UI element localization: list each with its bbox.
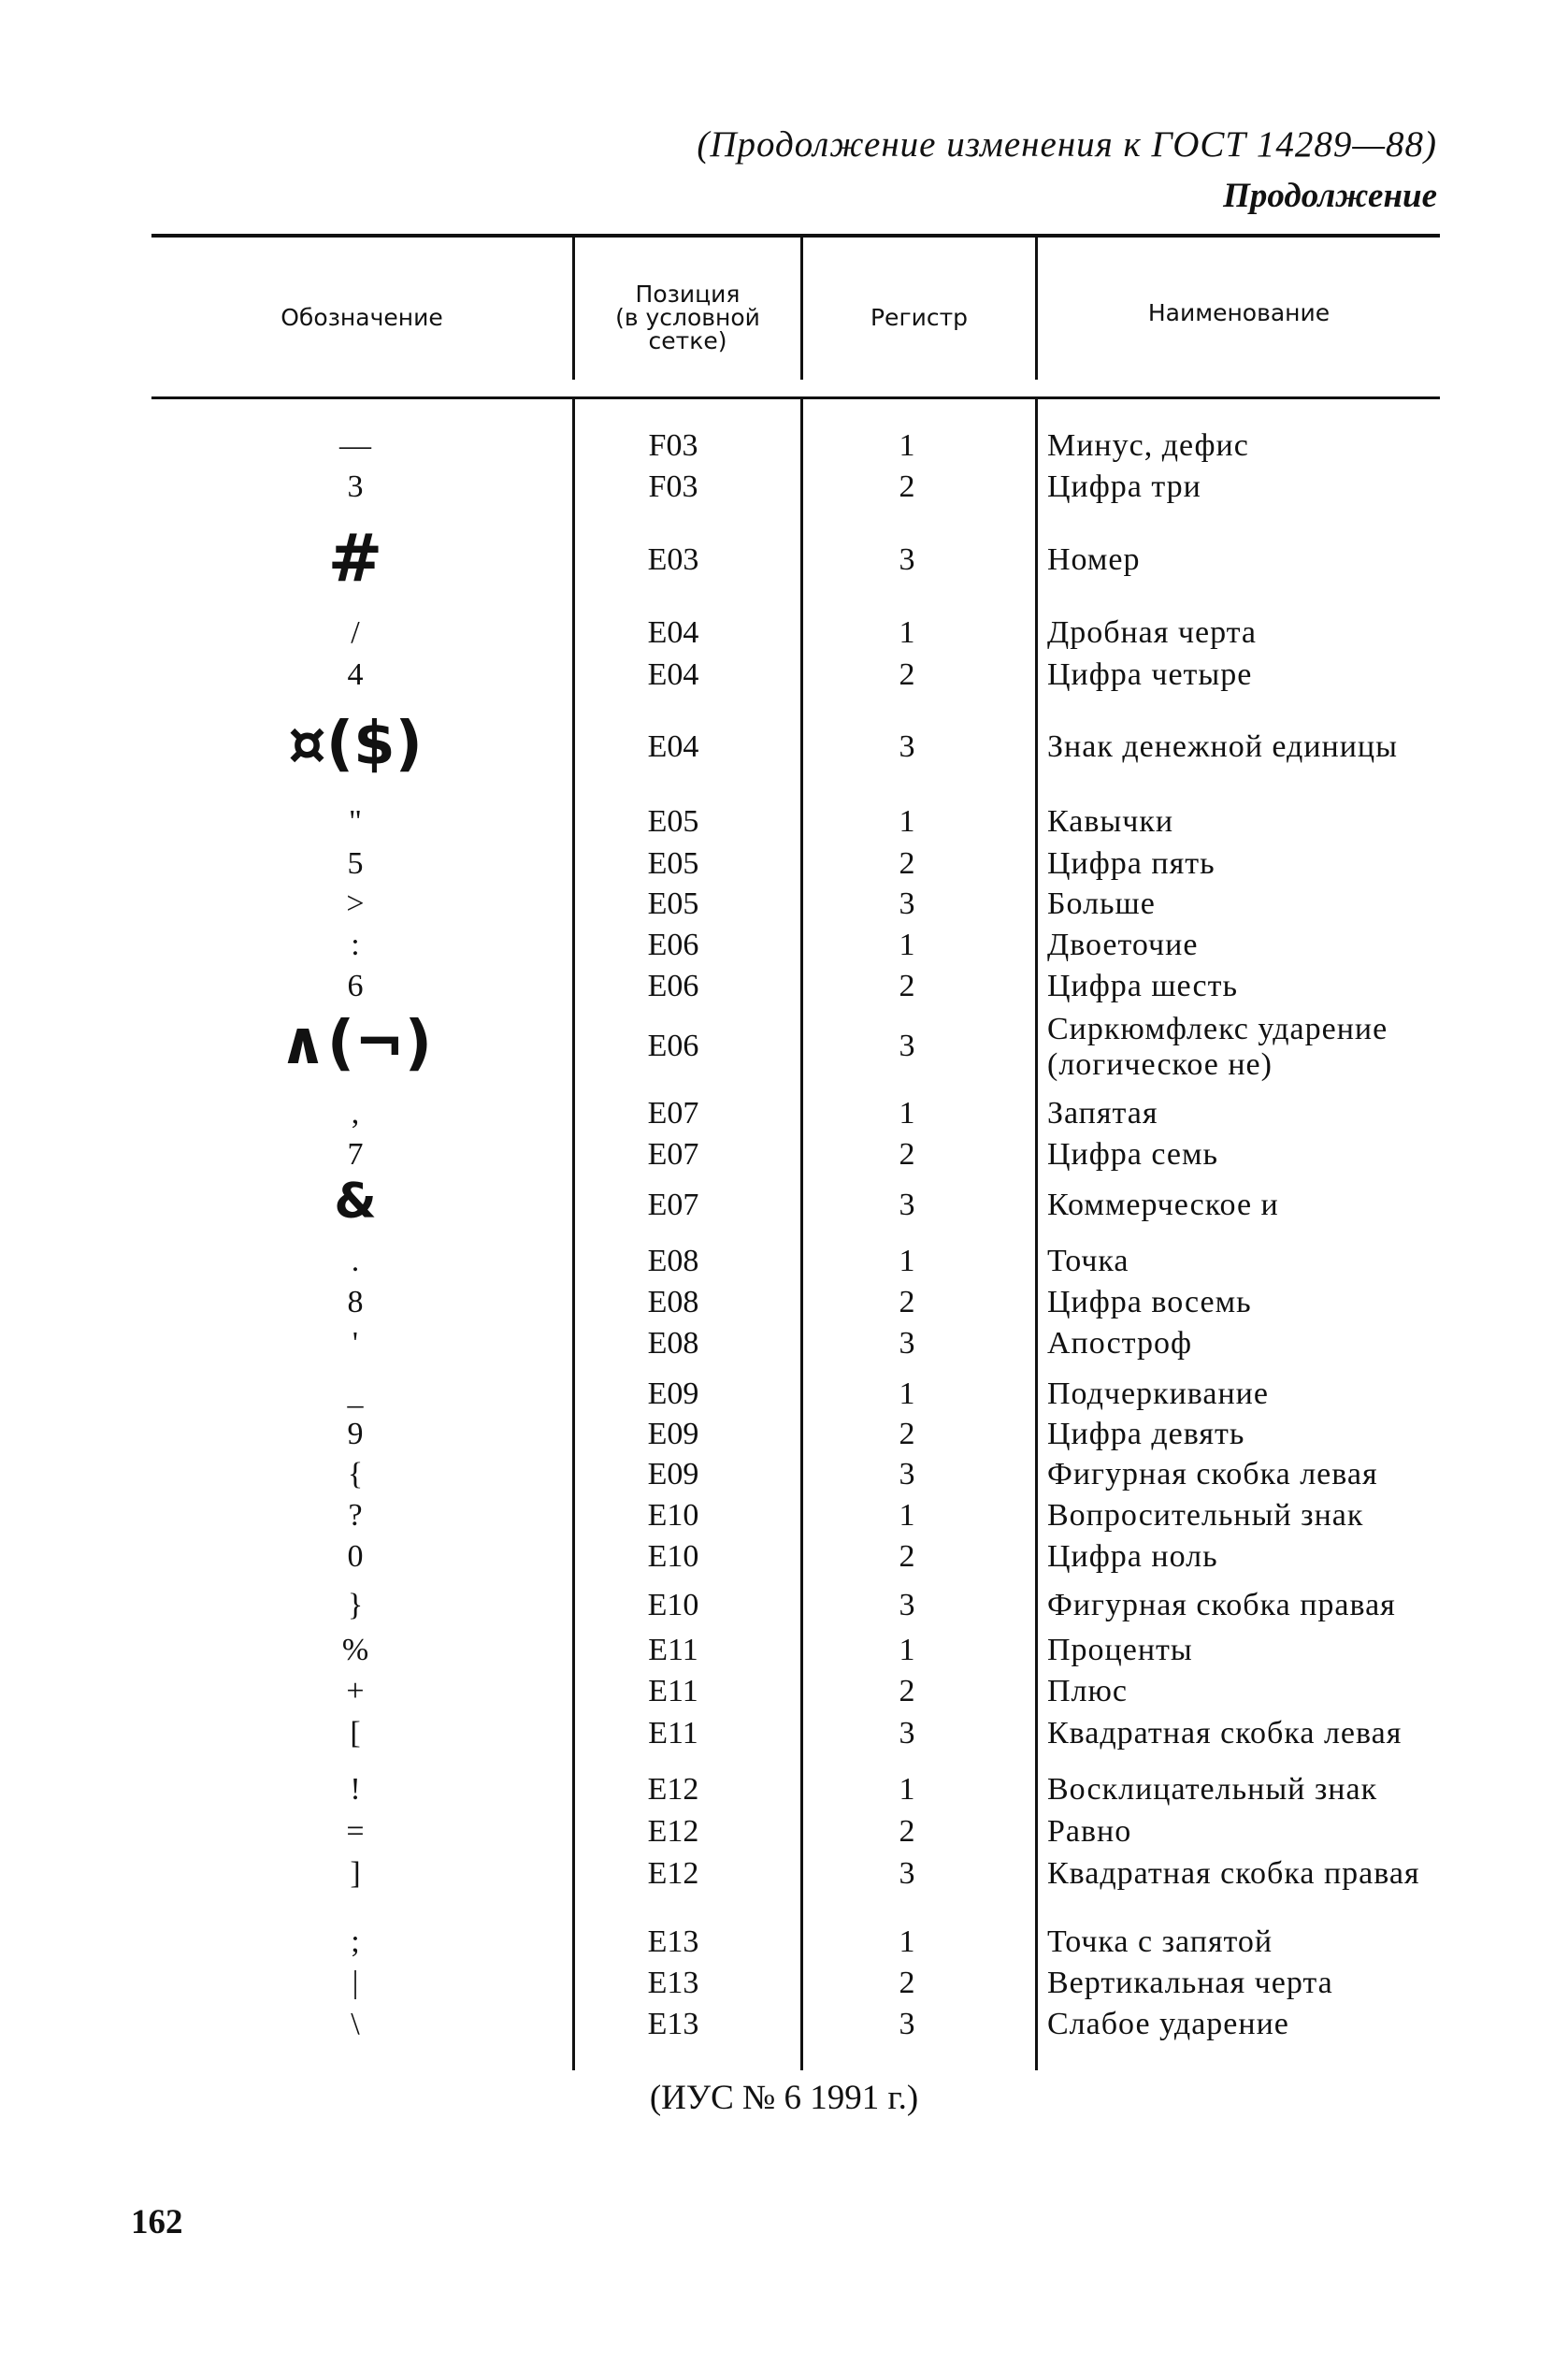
row-symbol: 0 bbox=[347, 1539, 364, 1574]
row-name: Слабое ударение bbox=[1047, 2007, 1289, 2041]
row-register: 3 bbox=[899, 1326, 915, 1361]
row-symbol: 3 bbox=[347, 469, 364, 504]
row-name: Дробная черта bbox=[1047, 615, 1258, 650]
row-position: E03 bbox=[647, 542, 699, 577]
row-position: E06 bbox=[647, 969, 699, 1003]
continuation-header: (Продолжение изменения к ГОСТ 14289—88) bbox=[697, 124, 1437, 165]
row-name: Двоеточие bbox=[1047, 928, 1199, 962]
row-register: 2 bbox=[899, 469, 915, 504]
row-register: 1 bbox=[899, 1096, 915, 1131]
row-position: E07 bbox=[647, 1137, 699, 1172]
row-register: 3 bbox=[899, 1029, 915, 1063]
row-register: 1 bbox=[899, 1498, 915, 1533]
row-name: Сиркюмфлекс ударение (логическое не) bbox=[1047, 1012, 1388, 1082]
row-position: F03 bbox=[648, 428, 698, 463]
row-symbol: 6 bbox=[347, 969, 364, 1003]
row-name: Проценты bbox=[1047, 1633, 1193, 1667]
row-name: Квадратная скобка правая bbox=[1047, 1856, 1420, 1891]
row-register: 3 bbox=[899, 886, 915, 921]
row-name: Знак денежной единицы bbox=[1047, 729, 1398, 764]
row-name: Восклицательный знак bbox=[1047, 1772, 1378, 1807]
row-register: 1 bbox=[899, 1772, 915, 1807]
row-position: E11 bbox=[648, 1716, 698, 1751]
row-symbol: 9 bbox=[347, 1417, 364, 1451]
row-register: 1 bbox=[899, 928, 915, 962]
column-header-name: Наименование bbox=[1147, 298, 1331, 326]
row-symbol: ¤($) bbox=[288, 710, 423, 779]
row-register: 2 bbox=[899, 846, 915, 881]
row-position: E04 bbox=[647, 657, 699, 692]
row-symbol: 4 bbox=[347, 657, 364, 692]
row-name: Цифра четыре bbox=[1047, 657, 1253, 692]
row-position: E12 bbox=[647, 1856, 699, 1891]
row-position: E12 bbox=[647, 1772, 699, 1807]
row-position: E09 bbox=[647, 1417, 699, 1451]
row-position: E10 bbox=[647, 1539, 699, 1574]
row-position: E09 bbox=[647, 1376, 699, 1411]
row-symbol: , bbox=[351, 1096, 360, 1131]
row-register: 3 bbox=[899, 1588, 915, 1622]
header-bottom-rule bbox=[151, 396, 1440, 399]
row-position: E08 bbox=[647, 1326, 699, 1361]
row-symbol: 5 bbox=[347, 846, 364, 881]
row-symbol: % bbox=[341, 1633, 369, 1667]
footer-note: (ИУС № 6 1991 г.) bbox=[649, 2079, 919, 2117]
row-name: Апостроф bbox=[1047, 1326, 1192, 1361]
row-register: 2 bbox=[899, 1674, 915, 1708]
row-position: F03 bbox=[648, 469, 698, 504]
row-register: 1 bbox=[899, 1924, 915, 1959]
row-symbol: _ bbox=[347, 1376, 364, 1411]
row-symbol: + bbox=[346, 1674, 365, 1708]
row-register: 1 bbox=[899, 428, 915, 463]
row-position: E08 bbox=[647, 1285, 699, 1319]
row-register: 2 bbox=[899, 657, 915, 692]
column-header-position: Позиция (в условной сетке) bbox=[615, 280, 760, 354]
row-register: 3 bbox=[899, 2007, 915, 2041]
row-symbol: > bbox=[346, 886, 365, 921]
row-name: Кавычки bbox=[1047, 804, 1174, 839]
row-position: E11 bbox=[648, 1633, 698, 1667]
column-divider-2-body bbox=[800, 396, 803, 2070]
row-register: 3 bbox=[899, 1856, 915, 1891]
row-register: 3 bbox=[899, 542, 915, 577]
row-name: Цифра ноль bbox=[1047, 1539, 1218, 1574]
row-register: 1 bbox=[899, 1244, 915, 1278]
row-register: 2 bbox=[899, 1539, 915, 1574]
row-position: E08 bbox=[647, 1244, 699, 1278]
row-register: 3 bbox=[899, 1716, 915, 1751]
row-register: 1 bbox=[899, 1376, 915, 1411]
row-position: E13 bbox=[647, 2007, 699, 2041]
row-name: Точка с запятой bbox=[1047, 1924, 1273, 1959]
row-symbol: { bbox=[347, 1457, 364, 1491]
row-symbol: & bbox=[334, 1174, 377, 1230]
row-register: 2 bbox=[899, 1137, 915, 1172]
row-symbol: [ bbox=[350, 1716, 361, 1751]
row-position: E07 bbox=[647, 1188, 699, 1222]
row-symbol: } bbox=[347, 1588, 364, 1622]
row-name: Вопросительный знак bbox=[1047, 1498, 1364, 1533]
row-name: Равно bbox=[1047, 1814, 1132, 1849]
row-name: Номер bbox=[1047, 542, 1141, 577]
row-position: E04 bbox=[647, 729, 699, 764]
row-symbol: : bbox=[351, 928, 360, 962]
row-name: Цифра девять bbox=[1047, 1417, 1245, 1451]
row-symbol: " bbox=[349, 804, 362, 839]
row-symbol: | bbox=[352, 1966, 359, 2000]
row-name: Цифра пять bbox=[1047, 846, 1216, 881]
row-register: 1 bbox=[899, 804, 915, 839]
row-name: Цифра три bbox=[1047, 469, 1201, 504]
page-number: 162 bbox=[131, 2203, 183, 2241]
row-symbol: ! bbox=[350, 1772, 361, 1807]
row-symbol: ' bbox=[352, 1326, 359, 1361]
row-name: Цифра семь bbox=[1047, 1137, 1218, 1172]
column-header-register: Регистр bbox=[870, 303, 969, 331]
row-symbol: 8 bbox=[347, 1285, 364, 1319]
row-symbol: # bbox=[327, 520, 383, 597]
row-symbol: . bbox=[351, 1244, 360, 1278]
row-position: E05 bbox=[647, 846, 699, 881]
row-register: 3 bbox=[899, 729, 915, 764]
row-name: Точка bbox=[1047, 1244, 1129, 1278]
row-name: Коммерческое и bbox=[1047, 1188, 1279, 1222]
row-position: E06 bbox=[647, 928, 699, 962]
row-position: E12 bbox=[647, 1814, 699, 1849]
column-header-designation: Обозначение bbox=[281, 303, 443, 331]
row-position: E06 bbox=[647, 1029, 699, 1063]
row-name: Квадратная скобка левая bbox=[1047, 1716, 1403, 1751]
row-symbol: ; bbox=[351, 1924, 360, 1959]
row-position: E11 bbox=[648, 1674, 698, 1708]
row-register: 1 bbox=[899, 1633, 915, 1667]
row-name: Запятая bbox=[1047, 1096, 1158, 1131]
row-position: E10 bbox=[647, 1588, 699, 1622]
row-symbol: = bbox=[346, 1814, 365, 1849]
row-position: E10 bbox=[647, 1498, 699, 1533]
row-name: Вертикальная черта bbox=[1047, 1966, 1333, 2000]
row-name: Минус, дефис bbox=[1047, 428, 1249, 463]
row-position: E04 bbox=[647, 615, 699, 650]
column-divider-1-body bbox=[572, 396, 575, 2070]
row-register: 2 bbox=[899, 969, 915, 1003]
row-position: E05 bbox=[647, 886, 699, 921]
row-name: Фигурная скобка правая bbox=[1047, 1588, 1396, 1622]
row-name: Подчеркивание bbox=[1047, 1376, 1269, 1411]
row-position: E13 bbox=[647, 1924, 699, 1959]
row-name: Цифра восемь bbox=[1047, 1285, 1252, 1319]
row-symbol: / bbox=[351, 615, 360, 650]
row-register: 2 bbox=[899, 1417, 915, 1451]
column-divider-3-body bbox=[1035, 396, 1038, 2070]
row-register: 1 bbox=[899, 615, 915, 650]
row-register: 3 bbox=[899, 1457, 915, 1491]
row-register: 2 bbox=[899, 1285, 915, 1319]
row-register: 2 bbox=[899, 1814, 915, 1849]
continuation-subtitle: Продолжение bbox=[1223, 177, 1437, 215]
row-symbol: 7 bbox=[347, 1137, 364, 1172]
row-symbol: ] bbox=[350, 1856, 361, 1891]
row-symbol: \ bbox=[351, 2007, 360, 2041]
row-name: Фигурная скобка левая bbox=[1047, 1457, 1378, 1491]
row-symbol: ? bbox=[348, 1498, 363, 1533]
row-register: 2 bbox=[899, 1966, 915, 2000]
row-symbol: — bbox=[339, 428, 371, 463]
row-position: E13 bbox=[647, 1966, 699, 2000]
row-name: Больше bbox=[1047, 886, 1156, 921]
row-name: Цифра шесть bbox=[1047, 969, 1238, 1003]
row-position: E07 bbox=[647, 1096, 699, 1131]
row-position: E09 bbox=[647, 1457, 699, 1491]
row-position: E05 bbox=[647, 804, 699, 839]
row-register: 3 bbox=[899, 1188, 915, 1222]
row-symbol: ∧(¬) bbox=[278, 1009, 433, 1078]
row-name: Плюс bbox=[1047, 1674, 1129, 1708]
